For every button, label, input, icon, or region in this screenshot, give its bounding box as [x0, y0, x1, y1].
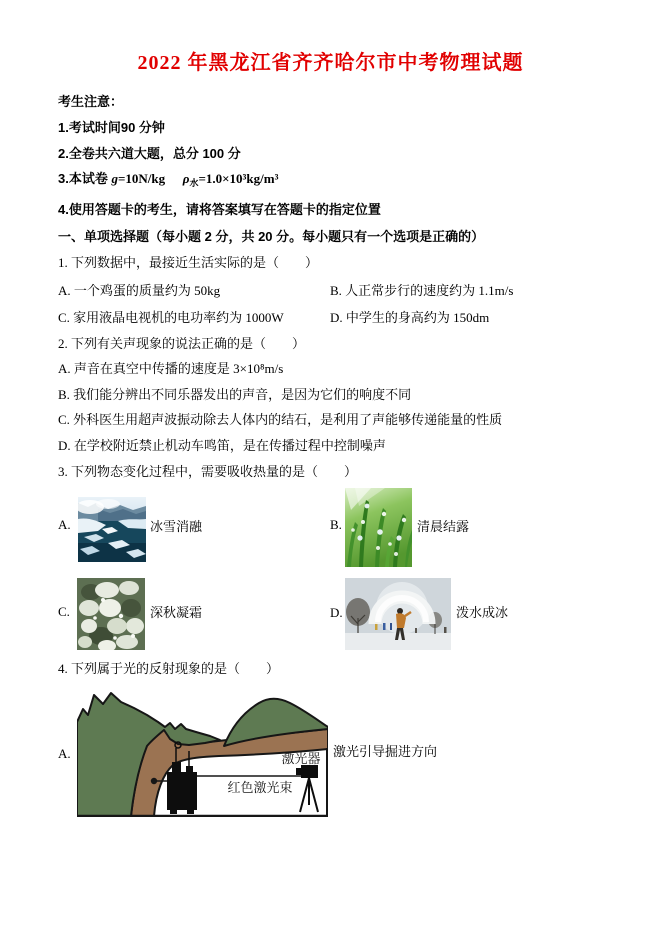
water-density-formula — [183, 171, 279, 186]
gravity-value: =10N/kg — [117, 171, 166, 186]
tunnel-laser-diagram — [77, 688, 328, 817]
rho-symbol: ρ — [182, 171, 190, 186]
notice-line-1: 1.考试时间90 分钟 — [58, 120, 165, 135]
notice-heading: 考生注意： — [58, 94, 124, 109]
notice-line-2: 2.全卷共六道大题，总分 100 分 — [58, 146, 241, 161]
q3-option-a-label: A. — [58, 517, 71, 532]
section-heading: 一、单项选择题（每小题 2 分，共 20 分。每小题只有一个选项是正确的） — [58, 229, 485, 244]
page-title: 2022 年黑龙江省齐齐哈尔市中考物理试题 — [137, 52, 524, 74]
q1-option-a: A. 一个鸡蛋的质量约为 50kg — [58, 283, 221, 298]
q3-stem: 3. 下列物态变化过程中，需要吸收热量的是（ ） — [58, 464, 358, 479]
q3-caption-b: 清晨结露 — [417, 519, 470, 534]
q2-option-d: D. 在学校附近禁止机动车鸣笛，是在传播过程中控制噪声 — [58, 438, 386, 453]
q1-option-c: C. 家用液晶电视机的电功率约为 1000W — [58, 310, 284, 325]
q3-option-b-label: B. — [330, 517, 342, 532]
q3-option-c-label: C. — [58, 604, 70, 619]
rho-subscript: 水 — [189, 178, 199, 188]
laser-device-label: 激光器 — [281, 751, 321, 766]
frost-on-plants-image — [77, 578, 145, 650]
water-to-ice-image — [345, 578, 451, 650]
ice-melting-image — [78, 497, 146, 562]
q3-option-d-label: D. — [330, 605, 343, 620]
q1-stem: 1. 下列数据中，最接近生活实际的是（ ） — [58, 255, 319, 270]
q2-option-a: A. 声音在真空中传播的速度是 3×10⁸m/s — [58, 361, 284, 376]
q4-option-a-label: A. — [58, 746, 71, 761]
q3-caption-a: 冰雪消融 — [150, 519, 203, 534]
notice-line-3-prefix: 3.本试卷 — [58, 171, 108, 186]
q4-stem: 4. 下列属于光的反射现象的是（ ） — [58, 661, 280, 676]
q3-caption-d: 泼水成冰 — [456, 605, 509, 620]
q2-option-c: C. 外科医生用超声波振动除去人体内的结石，是利用了声能够传递能量的性质 — [58, 412, 503, 427]
notice-line-3 — [58, 171, 278, 189]
q2-option-b: B. 我们能分辨出不同乐器发出的声音，是因为它们的响度不同 — [58, 387, 412, 402]
q1-option-b: B. 人正常步行的速度约为 1.1m/s — [330, 283, 514, 298]
gravity-symbol: g — [111, 171, 118, 186]
q4-diagram-caption: 激光引导掘进方向 — [333, 744, 438, 759]
dew-on-grass-image — [345, 488, 412, 567]
notice-line-4: 4.使用答题卡的考生，请将答案填写在答题卡的指定位置 — [58, 202, 381, 217]
q1-option-d: D. 中学生的身高约为 150dm — [330, 310, 490, 325]
q3-caption-c: 深秋凝霜 — [150, 605, 203, 620]
rho-value: =1.0×10³kg/m³ — [198, 171, 279, 186]
red-beam-label: 红色激光束 — [227, 780, 293, 795]
q2-stem: 2. 下列有关声现象的说法正确的是（ ） — [58, 336, 306, 351]
